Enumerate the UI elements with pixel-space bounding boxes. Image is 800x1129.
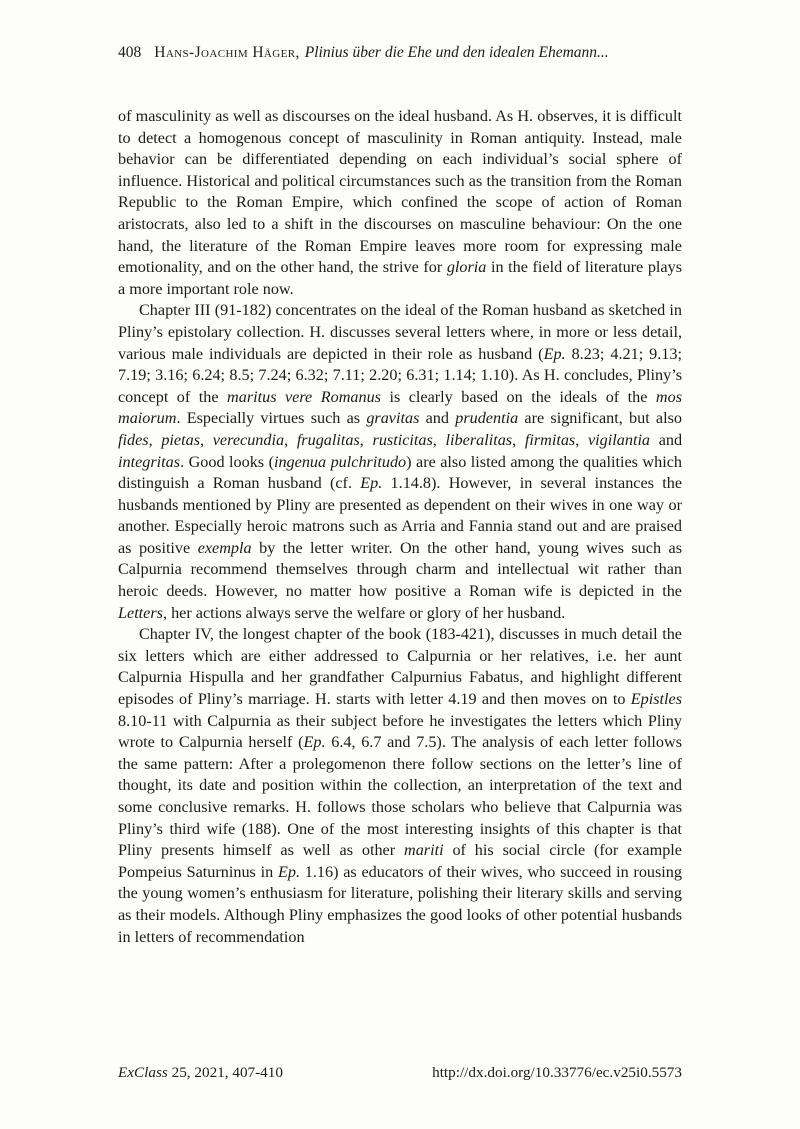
paragraph: Chapter III (91-182) concentrates on the ideal of the Roman husband as sketched in Pliny’s epistolary collection. H. discusses several letters where, in more or less detail, various male individuals are depicted in their role as husband (Ep. 8.23; 4.21; 9.13; 7.19; 3.16; 6.24; 8.5; 7.24; 6.32; 7.11; 2.20; 6.31; 1.14; 1.10). As H. concludes, Pliny’s concept of the maritus vere Romanus is clearly based on the ideals of the mos maiorum. Especially virtues such as gravitas and prudentia are significant, but also fides, pietas, verecundia, frugalitas, rusticitas, liberalitas, firmitas, vigilantia and integritas. Good looks (ingenua pulchritudo) are also listed among the qualities which distinguish a Roman husband (cf. Ep. 1.14.8). However, in several instances the husbands mentioned by Pliny are presented as dependent on their wives in one way or another. Especially heroic matrons such as Arria and Fannia stand out and are praised as positive exempla by the letter writer. On the other hand, young wives such as Calpurnia recommend themselves through charm and intellectual wit rather than heroic deeds. However, no matter how positive a Roman wife is depicted in the Letters, her actions always serve the welfare or glory of her husband. (118, 301, 683, 622)
page-footer (118, 1064, 682, 1082)
paragraph: of masculinity as well as discourses on the ideal husband. As H. observes, it is difficult to detect a homogenous concept of masculinity in Roman antiquity. Instead, male behavior can be differentiated depending on each individual’s social sphere of influence. Historical and political circumstances such as the transition from the Roman Republic to the Roman Empire, which confined the scope of action of Roman aristocrats, also led to a shift in the discourses on masculine behaviour: On the one hand, the literature of the Roman Empire leaves more room for expressing male emotionality, and on the other hand, the strive for gloria in the field of literature plays a more important role now. (118, 107, 683, 298)
doi-link[interactable]: http://dx.doi.org/10.33776/ec.v25i0.5573 (432, 1064, 682, 1081)
review-body-text (118, 106, 682, 948)
journal-citation: ExClass 25, 2021, 407-410 (118, 1064, 283, 1081)
header-author-name: Hans-Joachim Häger, (154, 44, 300, 61)
page-number: 408 (118, 44, 142, 61)
running-header (118, 44, 682, 63)
header-book-title: Plinius über die Ehe und den idealen Ehemann... (304, 44, 609, 61)
paragraph: Chapter IV, the longest chapter of the book (183-421), discusses in much detail the six letters which are either addressed to Calpurnia or her relatives, i.e. her aunt Calpurnia Hispulla and her grandfather Calpurnius Fabatus, and highlight different episodes of Pliny’s marriage. H. starts with letter 4.19 and then moves on to Epistles 8.10-11 with Calpurnia as their subject before he investigates the letters which Pliny wrote to Calpurnia herself (Ep. 6.4, 6.7 and 7.5). The analysis of each letter follows the same pattern: After a prolegomenon there follow sections on the letter’s line of thought, its date and position within the collection, an interpretation of the text and some conclusive remarks. H. follows those scholars who believe that Calpurnia was Pliny’s third wife (188). One of the most interesting insights of this chapter is that Pliny presents himself as well as other mariti of his social circle (for example Pompeius Saturninus in Ep. 1.16) as educators of their wives, who succeed in rousing the young women’s enthusiasm for literature, polishing their literary skills and serving as their models. Although Pliny emphasizes the good looks of other potential husbands in letters of recommendation (118, 625, 682, 946)
